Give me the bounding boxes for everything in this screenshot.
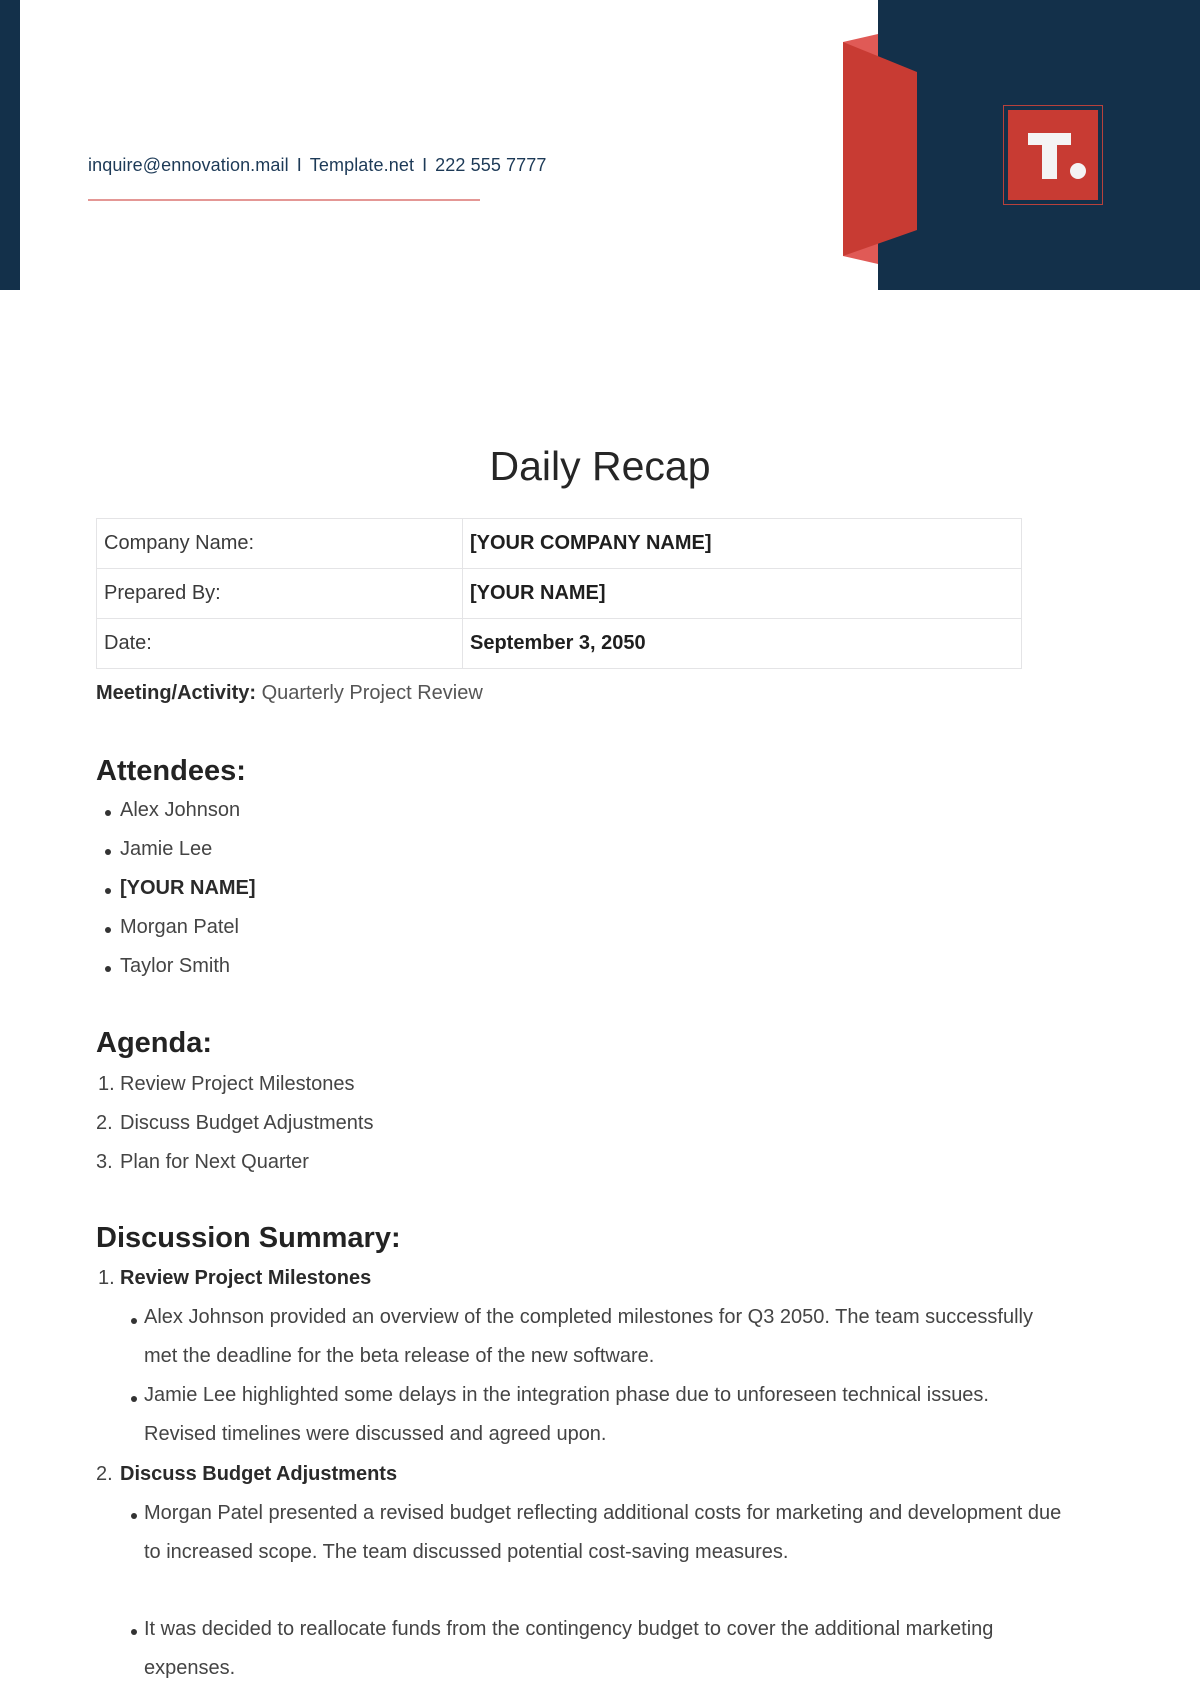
agenda-number: 3. — [96, 1151, 113, 1173]
contact-email[interactable]: inquire@ennovation.mail — [88, 155, 289, 175]
meeting-value: Quarterly Project Review — [261, 682, 483, 704]
prepared-by-value: [YOUR NAME] — [463, 569, 1022, 619]
bullet-icon — [131, 1318, 137, 1324]
bullet-icon — [105, 849, 111, 855]
meeting-line — [96, 682, 483, 705]
attendees-heading: Attendees: — [96, 755, 246, 787]
agenda-item: Review Project Milestones — [120, 1073, 355, 1095]
date-label: Date: — [97, 619, 463, 669]
page-title: Daily Recap — [489, 443, 711, 489]
contact-line — [88, 155, 546, 176]
discussion-number: 2. — [96, 1463, 113, 1485]
discussion-point: Morgan Patel presented a revised budget reflecting additional costs for marketing and development due to increased scope. The team discussed potential cost-saving measures. — [144, 1502, 1062, 1563]
agenda-item: Discuss Budget Adjustments — [120, 1112, 374, 1134]
discussion-number: 1. — [98, 1267, 115, 1289]
ribbon-decoration-icon — [843, 34, 919, 264]
agenda-item: Plan for Next Quarter — [120, 1151, 309, 1173]
header-left-bar — [0, 0, 20, 290]
discussion-heading: Discussion Summary: — [96, 1222, 401, 1254]
agenda-number: 1. — [98, 1073, 115, 1095]
meeting-label: Meeting/Activity: — [96, 682, 257, 704]
attendee-item: [YOUR NAME] — [120, 877, 256, 899]
bullet-icon — [131, 1396, 137, 1402]
info-table — [96, 518, 1022, 669]
bullet-icon — [105, 888, 111, 894]
discussion-point: It was decided to reallocate funds from the contingency budget to cover the additional marketing expenses. — [144, 1618, 994, 1679]
agenda-heading: Agenda: — [96, 1027, 212, 1059]
contact-separator: I — [296, 155, 302, 175]
discussion-item-title: Discuss Budget Adjustments — [120, 1463, 398, 1485]
bullet-icon — [131, 1513, 137, 1519]
bullet-icon — [105, 966, 111, 972]
prepared-by-label: Prepared By: — [97, 569, 463, 619]
attendee-item: Morgan Patel — [120, 916, 239, 938]
bullet-icon — [105, 810, 111, 816]
template-logo-icon — [1003, 105, 1103, 205]
bullet-icon — [131, 1629, 137, 1635]
attendee-item: Taylor Smith — [120, 955, 231, 977]
contact-website[interactable]: Template.net — [309, 155, 415, 175]
agenda-number: 2. — [96, 1112, 113, 1134]
contact-phone: 222 555 7777 — [435, 155, 547, 175]
date-value: September 3, 2050 — [463, 619, 1022, 669]
attendee-item: Jamie Lee — [120, 838, 213, 860]
attendee-item: Alex Johnson — [120, 799, 241, 821]
contact-underline — [88, 199, 480, 201]
company-name-label: Company Name: — [97, 519, 463, 569]
table-row — [97, 519, 1022, 569]
company-name-value: [YOUR COMPANY NAME] — [463, 519, 1022, 569]
discussion-point: Jamie Lee highlighted some delays in the integration phase due to unforeseen technical issues. Revised timelines were discussed and agreed upon. — [144, 1384, 989, 1445]
contact-separator: I — [422, 155, 428, 175]
discussion-item-title: Review Project Milestones — [120, 1267, 372, 1289]
table-row — [97, 619, 1022, 669]
bullet-icon — [105, 927, 111, 933]
table-row — [97, 569, 1022, 619]
discussion-point: Alex Johnson provided an overview of the completed milestones for Q3 2050. The team successfully met the deadline for the beta release of the new software. — [144, 1306, 1033, 1367]
